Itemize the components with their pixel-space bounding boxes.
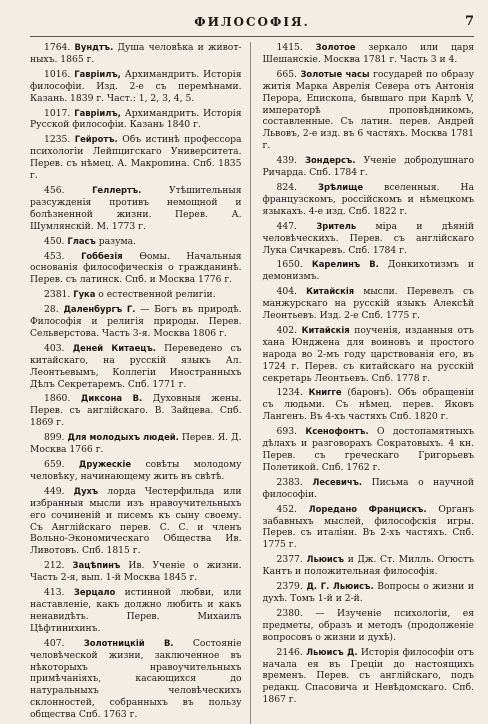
entry-author: Зритель (316, 220, 357, 231)
entry-number: 1234. (276, 387, 303, 399)
entry-text: Вопросы о жизни и духѣ. Томъ 1-й и 2-й. (262, 581, 474, 604)
catalog-entry (30, 236, 242, 248)
catalog-entry (30, 289, 242, 301)
entry-author: Китайскія (306, 286, 355, 297)
entry-text: Состояніе человѣческой жизни, заключенное въ нѣкоторыхъ нравоучительныхъ примѣчаніяхъ, касающихся до натуральныхъ человѣческихъ склонностей, собранныхъ въ пользу общества Спб. 1763 г. (30, 637, 242, 721)
entry-author: Зерцало (73, 587, 116, 598)
catalog-entry (263, 581, 475, 605)
entry-author: Деней Китаецъ. (72, 342, 156, 353)
entry-number: 456. (44, 184, 65, 196)
entry-author: Вундтъ. (74, 42, 114, 52)
entry-author: Диксона В. (80, 393, 143, 404)
catalog-entry (30, 304, 242, 340)
entry-text: зеркало или царя Шешанскіе. Москва 1781 г. Часть 3 и 4. (262, 42, 475, 65)
page-title: ФИЛОСОФІЯ. (194, 15, 310, 29)
catalog-entry (30, 251, 242, 287)
catalog-entry (263, 554, 475, 578)
entry-number: 413. (44, 587, 65, 599)
catalog-entry (263, 155, 475, 179)
entry-text: вселенныя. На французскомъ, россійскомъ и нѣмецкомъ языкахъ. 4-е изд. Спб. 1822 г. (262, 181, 475, 217)
entry-author: Золотницкій В. (83, 637, 174, 648)
catalog-entry (263, 426, 475, 474)
right-column (263, 42, 475, 724)
entry-text: Душа человѣка и живот-ныхъ. 1865 г. (30, 42, 242, 65)
entry-number: 2381. (44, 289, 71, 301)
entry-author: Лоредано Францискъ. (308, 503, 427, 514)
columns (30, 42, 474, 724)
entry-author: Зрѣлище (318, 181, 364, 192)
catalog-entry (30, 560, 242, 584)
entry-author: Льюисъ Д. (306, 646, 358, 657)
entry-author: Льюисъ (306, 554, 345, 565)
entry-number: 665. (276, 68, 297, 80)
catalog-entry (30, 185, 242, 233)
catalog-entry (263, 69, 475, 152)
entry-number: 212. (44, 560, 65, 572)
entry-author: Карелинъ В. (311, 259, 379, 270)
entry-text: Утѣшительныя разсужденія противъ немощной и болѣзненной жизни. Перев. А. Шумлянскій. М. 1773 г. (30, 184, 242, 232)
entry-text: и Дж. Ст. Милль. Огюстъ Кантъ и положительная философія. (262, 554, 474, 578)
entry-number: 407. (44, 637, 65, 649)
entry-text: поученія, изданныя отъ хана Юнджена для воиновъ и простого народа во 2-мъ году царствованія его, въ 1724 г. Перев. съ китайскаго на русскій секретарь Леонтьевъ. Спб. 1778 г. (262, 324, 475, 384)
catalog-entry (263, 286, 475, 322)
catalog-entry (30, 343, 242, 391)
entry-number: 659. (44, 459, 65, 470)
entry-text: Перев. Я. Д. Москва 1766 г. (30, 432, 242, 456)
entry-number: 452. (276, 503, 297, 515)
catalog-entry (30, 108, 242, 132)
entry-text: Архимандритъ. Исторія философіи. Изд. 2-е съ перемѣнами. Казань. 1839 г. Част.: 1, 2, 3, 4, 5. (30, 68, 242, 104)
entry-text: совѣты молодому человѣку, начинающему жить въ свѣтѣ. (30, 459, 242, 482)
entry-number: 899. (44, 432, 65, 444)
entry-number: 2379. (276, 581, 303, 593)
entry-author: Зондерсъ. (305, 155, 356, 166)
entry-author: Китайскія (301, 324, 350, 335)
entry-text: Ив. Ученіе о жизни. Часть 2-я, вып. 1-й Москва 1845 г. (30, 560, 242, 584)
catalog-entry (263, 325, 475, 385)
catalog-entry (263, 221, 475, 257)
entry-author: Дружескіе (78, 459, 132, 469)
entry-text: лорда Честерфильда или избранныя мысли изъ нравоучительныхъ его сочиненій и писемъ къ сыну своему. Съ Англійскаго перев. С. С. и членъ Вольно-Экономическаго Общества Ив. Ливотовъ. Спб. 1815 г. (30, 485, 242, 557)
entry-text: (баронъ). Объ обращеніи съ людьми. Съ нѣмец. перев. Яковъ Лангенъ. Въ 4-хъ частяхъ Спб. 1820 г. (262, 387, 475, 423)
entry-text: Архимандритъ. Исторія Русской философіи. Казань 1840 г. (30, 107, 242, 131)
entry-number: 2146. (276, 646, 303, 658)
entry-number: 824. (276, 181, 297, 193)
entry-text: О достопамятныхъ дѣлахъ и разговорахъ Сократовыхъ. 4 кн. Перев. съ греческаго Григорьевъ Полетикой. Спб. 1762 г. (262, 426, 475, 473)
catalog-entry (30, 393, 242, 429)
entry-number: 447. (276, 220, 297, 232)
catalog-entry (263, 477, 475, 501)
entry-text: — Изученіе психологіи, ея предметы, образъ и методъ (продолженіе вопросовъ о жизни и духѣ). (262, 607, 474, 643)
catalog-entry (30, 638, 242, 721)
entry-text: Духовныя жены. Перев. съ англійскаго. В. Зайцева. Спб. 1869 г. (30, 393, 242, 429)
entry-author: Геллертъ. (92, 184, 142, 195)
entry-text: — Богъ въ природѣ. Философія и религія природы. Перев. Сельверстова. Часть 3-я. Москва 1806 г. (30, 304, 242, 339)
catalog-entry (263, 504, 475, 552)
entry-text: Исторія философіи отъ начала ея въ Греціи до настоящихъ временъ. Перев. съ англійскаго, подъ редакц. Спасовича и Невѣдомскаго. Спб. 1867 г. (262, 646, 474, 706)
entry-text: Ученіе добродушнаго Ричарда. Спб. 1784 г. (262, 155, 474, 179)
entry-author: Золотые часы (300, 68, 370, 79)
entry-author: Лесевичъ. (312, 476, 363, 487)
entry-author: Ксенофонтъ. (305, 426, 369, 437)
catalog-entry (30, 69, 242, 105)
entry-author: Гейротъ. (74, 134, 118, 145)
entry-text: Донкихотизмъ и демонизмъ. (262, 259, 474, 283)
entry-text: государей по образу житія Марка Аврелія Севера отъ Антонія Перора, Епископа, бывшаго при Карлѣ V, императорѣ проповѣдникомъ, составленные. Съ латин. перев. Андрей Львовъ, 2-е изд. въ 6 частяхъ. Москва 1781 г. (262, 68, 474, 152)
entry-author: Книгге (308, 387, 342, 398)
entry-author: Гука (73, 289, 96, 300)
entry-text: Объ истинѣ профессора психологіи Лейпцигскаго Университета. Перев. съ нѣмец. А. Макропина. Спб. 1835 г. (30, 134, 242, 182)
entry-text: міра и дѣяній человѣческихъ. Перев. съ англійскаго Лука Сичкаревъ. Спб. 1784 г. (262, 220, 474, 256)
catalog-entry (263, 647, 475, 707)
entry-number: 1016. (44, 68, 71, 80)
entry-number: 449. (44, 485, 65, 497)
entry-author: Гавріилъ, (74, 107, 121, 118)
entry-author: Золотое (315, 42, 356, 52)
entry-number: 1017. (44, 107, 71, 119)
entry-text: о естественной религіи. (98, 289, 216, 301)
entry-author: Д. Г. Льюисъ. (306, 581, 374, 592)
entry-text: Переведено съ китайскаго, на русскій языкъ Ал. Леонтьевымъ, Коллегіи Иностранныхъ Дѣлъ Секретаремъ. Спб. 1771 г. (30, 342, 242, 390)
catalog-entry (30, 42, 242, 66)
entry-number: 693. (276, 426, 297, 438)
catalog-entry (263, 42, 475, 66)
entry-author: Духъ (73, 485, 99, 496)
entry-author: Гоббезія (81, 250, 123, 261)
entry-author: Для молодыхъ людей. (67, 432, 179, 443)
entry-number: 450. (44, 235, 65, 247)
entry-author: Гавріилъ, (74, 68, 121, 79)
entry-number: 453. (44, 250, 65, 262)
entry-number: 403. (44, 342, 65, 354)
entry-text: Письма о научной философіи. (262, 476, 475, 500)
entry-number: 28. (44, 304, 59, 316)
entry-number: 402. (276, 324, 297, 336)
catalog-entry (263, 387, 475, 423)
entry-number: 404. (276, 286, 297, 298)
entry-text: истинной любви, или наставленіе, какъ должно любить и какъ ненавидѣть. Перев. Михаилъ Цѣфтинихинъ. (30, 587, 242, 634)
catalog-entry (30, 459, 242, 483)
entry-text: Органъ забавныхъ мыслей, философскія игры. Перев. съ италіян. Въ 2-хъ частяхъ. Спб. 1775 г. (262, 503, 474, 551)
entry-text: разума. (98, 235, 137, 247)
entry-number: 439. (276, 155, 297, 167)
catalog-entry (30, 134, 242, 182)
entry-text: мысли. Перевелъ съ манжурскаго на русскій языкъ Алексѣй Леонтьевъ. Изд. 2-е Спб. 1775 г. (262, 286, 474, 322)
entry-number: 1235. (44, 134, 71, 146)
left-column (30, 42, 251, 724)
entry-number: 2380. (276, 607, 303, 619)
catalog-entry (263, 182, 475, 218)
page-number: 7 (464, 14, 474, 29)
entry-number: 2383. (276, 476, 303, 488)
entry-author: Гласъ (67, 235, 96, 246)
entry-author: Даленбургъ Г. (63, 304, 136, 315)
catalog-entry (30, 486, 242, 557)
entry-text: Ѳомы. Начальныя основанія философическія о гражданинѣ. Перев. съ латинск. Спб. и Москва 1776 г. (30, 250, 242, 286)
catalog-entry (263, 259, 475, 283)
entry-author: Зацѣпинъ (72, 560, 121, 571)
catalog-entry (30, 587, 242, 635)
entry-number: 1415. (276, 42, 303, 53)
entry-number: 1764. (44, 42, 71, 53)
entry-number: 1650. (276, 259, 303, 271)
catalog-entry (30, 432, 242, 456)
entry-number: 2377. (276, 554, 303, 566)
catalog-entry (263, 608, 475, 644)
page-header (30, 10, 474, 37)
entry-number: 1860. (44, 393, 71, 405)
